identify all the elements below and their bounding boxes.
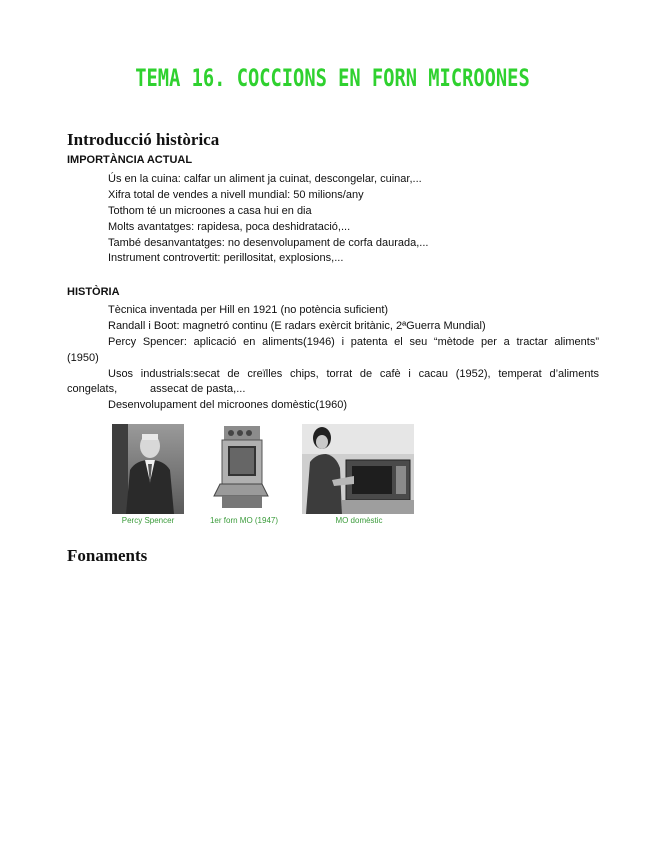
history-line-continuation: congelats, <box>67 383 118 395</box>
history-line: Randall i Boot: magnetró continu (E radars exèrcit britànic, 2ªGuerra Mundial) <box>108 320 486 332</box>
first-microwave-oven-photo <box>208 424 274 514</box>
section-heading-fonaments: Fonaments <box>67 546 148 565</box>
subheading-importancia: IMPORTÀNCIA ACTUAL <box>67 154 193 166</box>
history-line-continuation: assecat de pasta,... <box>150 383 246 395</box>
document-title: TEMA 16. COCCIONS EN FORN MICROONES <box>135 64 530 92</box>
list-item: També desanvantatges: no desenvolupament de corfa daurada,... <box>108 237 429 249</box>
domestic-microwave-photo <box>302 424 414 514</box>
history-line-continuation: (1950) <box>67 352 99 364</box>
history-line: Usos industrials:secat de creïlles chips, torrat de cafè i cacau (1952), temperat d’aliments <box>108 368 599 380</box>
percy-spencer-photo <box>112 424 184 514</box>
history-line: Desenvolupament del microones domèstic(1960) <box>108 399 348 411</box>
section-heading-introduccio: Introducció històrica <box>67 130 220 149</box>
list-item: Molts avantatges: rapidesa, poca deshidratació,... <box>108 221 351 233</box>
photo-caption: MO domèstic <box>335 516 383 525</box>
photo-caption: 1er forn MO (1947) <box>209 516 279 525</box>
photo-strip <box>108 424 418 530</box>
history-line: Tècnica inventada per Hill en 1921 (no potència suficient) <box>108 304 389 316</box>
subheading-historia: HISTÒRIA <box>67 286 120 298</box>
history-line: Percy Spencer: aplicació en aliments(1946) i patenta el seu “mètode per a tractar aliments” <box>108 336 599 348</box>
photo-caption: Percy Spencer <box>121 516 175 525</box>
list-item: Instrument controvertit: perillositat, explosions,... <box>108 252 344 264</box>
list-item: Ús en la cuina: calfar un aliment ja cuinat, descongelar, cuinar,... <box>108 173 422 185</box>
list-item: Xifra total de vendes a nivell mundial: 50 milions/any <box>108 189 364 201</box>
list-item: Tothom té un microones a casa hui en dia <box>108 205 312 217</box>
